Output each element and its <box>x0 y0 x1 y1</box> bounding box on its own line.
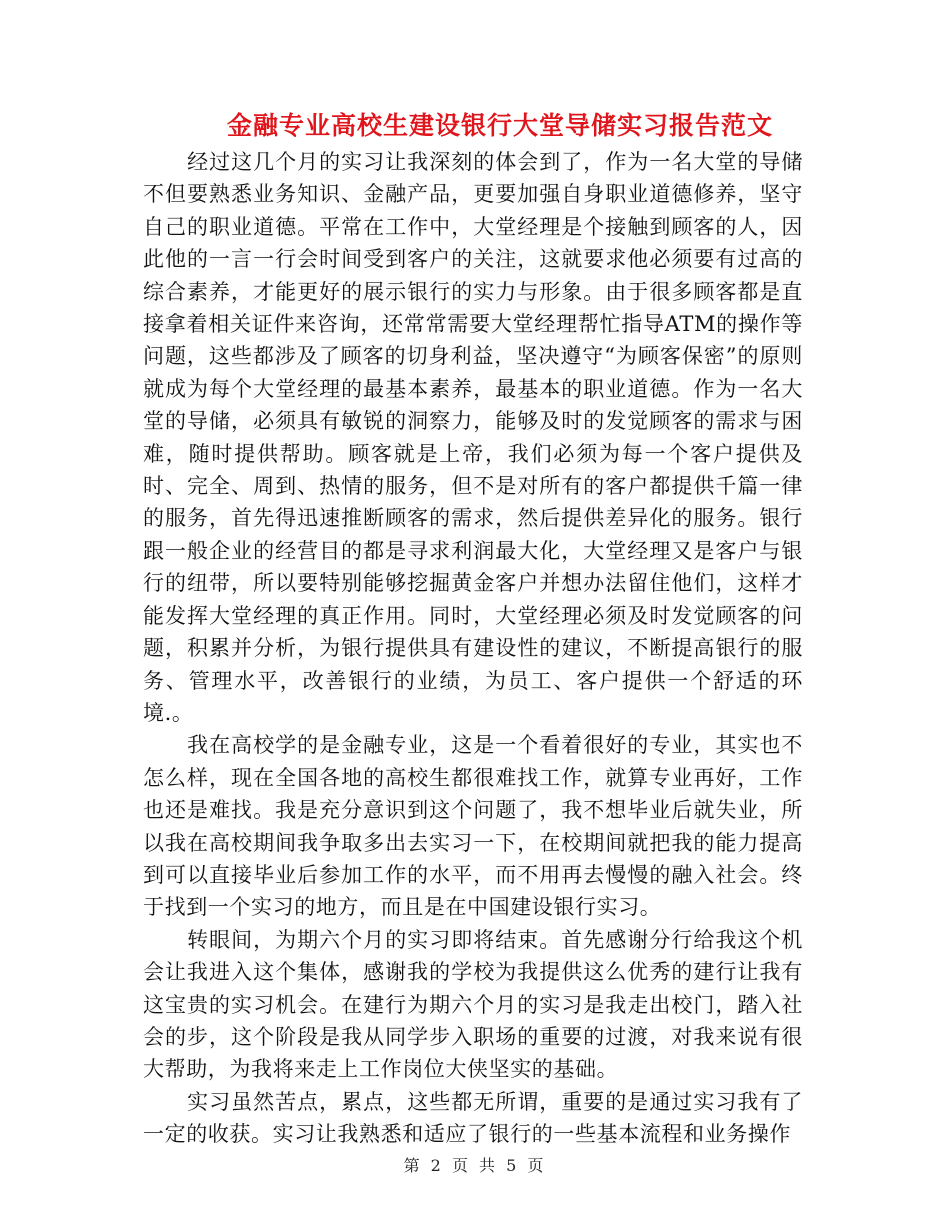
paragraph-2: 我在高校学的是金融专业，这是一个看着很好的专业，其实也不怎么样，现在全国各地的高校生都很难找工作，就算专业再好，工作也还是难找。我是充分意识到这个问题了，我不想毕业后就失业，所以我在高校期间我争取多出去实习一下，在校期间就把我的能力提高到可以直接毕业后参加工作的水平，而不用再去慢慢的融入社会。终于找到一个实习的地方，而且是在中国建设银行实习。 <box>143 733 803 920</box>
paragraph-1: 经过这几个月的实习让我深刻的体会到了，作为一名大堂的导储不但要熟悉业务知识、金融产品，更要加强自身职业道德修养，坚守自己的职业道德。平常在工作中，大堂经理是个接触到顾客的人，因此他的一言一行会时间受到客户的关注，这就要求他必须要有过高的综合素养，才能更好的展示银行的实力与形象。由于很多顾客都是直接拿着相关证件来咨询，还常常需要大堂经理帮忙指导ATM的操作等问题，这些都涉及了顾客的切身利益，坚决遵守“为顾客保密”的原则就成为每个大堂经理的最基本素养，最基本的职业道德。作为一名大堂的导储，必须具有敏锐的洞察力，能够及时的发觉顾客的需求与困难，随时提供帮助。顾客就是上帝，我们必须为每一个客户提供及时、完全、周到、热情的服务，但不是对所有的客户都提供千篇一律的服务，首先得迅速推断顾客的需求，然后提供差异化的服务。银行跟一般企业的经营目的都是寻求利润最大化，大堂经理又是客户与银行的纽带，所以要特别能够挖掘黄金客户并想办法留住他们，这样才能发挥大堂经理的真正作用。同时，大堂经理必须及时发觉顾客的问题，积累并分析，为银行提供具有建设性的建议，不断提高银行的服务、管理水平，改善银行的业绩，为员工、客户提供一个舒适的环境.。 <box>143 150 803 725</box>
document-title: 金融专业高校生建设银行大堂导储实习报告范文 <box>226 111 773 140</box>
paragraph-3: 转眼间，为期六个月的实习即将结束。首先感谢分行给我这个机会让我进入这个集体，感谢我的学校为我提供这么优秀的建行让我有这宝贵的实习机会。在建行为期六个月的实习是我走出校门，踏入社会的步，这个阶段是我从同学步入职场的重要的过渡，对我来说有很大帮助，为我将来走上工作岗位大侠坚实的基础。 <box>143 927 803 1082</box>
document-body <box>143 146 803 1151</box>
paragraph-4: 实习虽然苦点，累点，这些都无所谓，重要的是通过实习我有了一定的收获。实习让我熟悉和适应了银行的一些基本流程和业务操作 <box>143 1089 803 1147</box>
page-number-footer: 第 2 页 共 5 页 <box>403 1156 547 1175</box>
